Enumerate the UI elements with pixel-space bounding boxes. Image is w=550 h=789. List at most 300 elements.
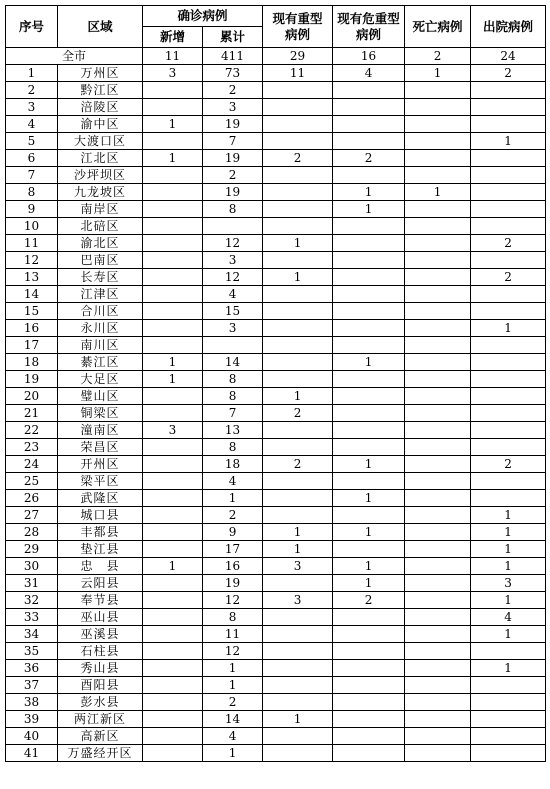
cell-index: 1 xyxy=(6,65,58,82)
cell-cumulative: 18 xyxy=(203,456,263,473)
cell-cumulative: 73 xyxy=(203,65,263,82)
cell-new xyxy=(143,439,203,456)
cell-index: 6 xyxy=(6,150,58,167)
cell-index: 10 xyxy=(6,218,58,235)
cell-discharged xyxy=(471,439,546,456)
cell-index: 28 xyxy=(6,524,58,541)
cell-deaths xyxy=(405,609,471,626)
cell-discharged: 2 xyxy=(471,456,546,473)
cell-district: 巴南区 xyxy=(58,252,143,269)
table-row xyxy=(6,541,546,558)
cell-discharged xyxy=(471,405,546,422)
cell-index: 20 xyxy=(6,388,58,405)
cell-discharged: 2 xyxy=(471,65,546,82)
cell-discharged xyxy=(471,643,546,660)
table-row xyxy=(6,218,546,235)
cell-cumulative: 2 xyxy=(203,167,263,184)
cell-discharged xyxy=(471,728,546,745)
cell-new xyxy=(143,660,203,677)
cell-critical xyxy=(333,422,405,439)
cell-critical xyxy=(333,303,405,320)
cell-new: 3 xyxy=(143,422,203,439)
cell-district: 开州区 xyxy=(58,456,143,473)
cell-district: 云阳县 xyxy=(58,575,143,592)
table-row xyxy=(6,439,546,456)
cell-new xyxy=(143,286,203,303)
cell-deaths xyxy=(405,150,471,167)
cell-new: 1 xyxy=(143,150,203,167)
cell-deaths xyxy=(405,320,471,337)
total-discharged: 24 xyxy=(471,48,546,65)
cell-district: 黔江区 xyxy=(58,82,143,99)
cell-cumulative: 2 xyxy=(203,694,263,711)
cell-discharged xyxy=(471,82,546,99)
cell-index: 29 xyxy=(6,541,58,558)
cell-deaths xyxy=(405,575,471,592)
cell-deaths xyxy=(405,558,471,575)
total-label: 全市 xyxy=(6,48,143,65)
cell-cumulative: 1 xyxy=(203,745,263,762)
cell-discharged xyxy=(471,337,546,354)
cell-critical xyxy=(333,388,405,405)
cell-cumulative: 15 xyxy=(203,303,263,320)
cell-cumulative: 12 xyxy=(203,269,263,286)
cell-critical xyxy=(333,218,405,235)
cell-cumulative: 3 xyxy=(203,252,263,269)
cell-new xyxy=(143,388,203,405)
header-confirmed: 确诊病例 xyxy=(143,6,263,27)
cell-discharged: 1 xyxy=(471,320,546,337)
table-row xyxy=(6,745,546,762)
cell-new: 1 xyxy=(143,354,203,371)
cell-new xyxy=(143,524,203,541)
cell-discharged xyxy=(471,150,546,167)
cell-cumulative: 1 xyxy=(203,677,263,694)
cell-new xyxy=(143,592,203,609)
cell-severe xyxy=(263,133,333,150)
cell-cumulative: 8 xyxy=(203,609,263,626)
cell-severe xyxy=(263,643,333,660)
cell-district: 铜梁区 xyxy=(58,405,143,422)
table-body xyxy=(6,48,546,762)
cell-severe xyxy=(263,218,333,235)
cell-cumulative: 19 xyxy=(203,575,263,592)
cell-severe xyxy=(263,99,333,116)
cell-critical: 1 xyxy=(333,456,405,473)
cell-severe xyxy=(263,490,333,507)
table-row xyxy=(6,677,546,694)
cell-severe xyxy=(263,660,333,677)
cell-deaths xyxy=(405,456,471,473)
cell-new xyxy=(143,184,203,201)
cell-severe xyxy=(263,371,333,388)
cell-cumulative: 9 xyxy=(203,524,263,541)
cell-discharged xyxy=(471,677,546,694)
cell-severe xyxy=(263,116,333,133)
cell-deaths xyxy=(405,388,471,405)
table-row xyxy=(6,609,546,626)
cell-new: 1 xyxy=(143,558,203,575)
cell-new xyxy=(143,167,203,184)
cell-new xyxy=(143,490,203,507)
table-row xyxy=(6,728,546,745)
cell-new: 1 xyxy=(143,116,203,133)
table-header xyxy=(6,6,546,48)
cell-cumulative: 17 xyxy=(203,541,263,558)
cell-discharged: 1 xyxy=(471,660,546,677)
cell-deaths xyxy=(405,167,471,184)
table-row xyxy=(6,575,546,592)
cell-district: 大渡口区 xyxy=(58,133,143,150)
header-new: 新增 xyxy=(143,27,203,48)
cell-deaths: 1 xyxy=(405,65,471,82)
cell-district: 万州区 xyxy=(58,65,143,82)
cell-district: 石柱县 xyxy=(58,643,143,660)
table-row xyxy=(6,660,546,677)
cell-district: 涪陵区 xyxy=(58,99,143,116)
cell-cumulative: 19 xyxy=(203,150,263,167)
table-row xyxy=(6,524,546,541)
cell-critical xyxy=(333,439,405,456)
cell-index: 2 xyxy=(6,82,58,99)
cell-district: 高新区 xyxy=(58,728,143,745)
cell-index: 27 xyxy=(6,507,58,524)
cell-severe: 2 xyxy=(263,405,333,422)
cell-discharged xyxy=(471,99,546,116)
cell-deaths xyxy=(405,524,471,541)
cell-cumulative xyxy=(203,337,263,354)
cell-discharged: 1 xyxy=(471,541,546,558)
cell-critical: 1 xyxy=(333,524,405,541)
cell-discharged: 1 xyxy=(471,507,546,524)
table-row xyxy=(6,303,546,320)
table-row xyxy=(6,320,546,337)
table-row xyxy=(6,65,546,82)
cell-district: 渝北区 xyxy=(58,235,143,252)
table-row xyxy=(6,422,546,439)
cell-severe xyxy=(263,694,333,711)
table-row xyxy=(6,82,546,99)
cell-severe xyxy=(263,201,333,218)
cell-severe: 3 xyxy=(263,592,333,609)
cell-discharged xyxy=(471,252,546,269)
cell-critical xyxy=(333,694,405,711)
cell-critical xyxy=(333,473,405,490)
cell-critical xyxy=(333,507,405,524)
cell-critical xyxy=(333,320,405,337)
cell-index: 9 xyxy=(6,201,58,218)
cell-critical xyxy=(333,252,405,269)
cell-critical xyxy=(333,269,405,286)
cell-district: 沙坪坝区 xyxy=(58,167,143,184)
cell-severe xyxy=(263,184,333,201)
cell-new xyxy=(143,456,203,473)
cell-discharged xyxy=(471,286,546,303)
cell-new xyxy=(143,711,203,728)
cell-critical xyxy=(333,677,405,694)
cell-cumulative: 14 xyxy=(203,711,263,728)
cell-discharged: 1 xyxy=(471,558,546,575)
cell-index: 31 xyxy=(6,575,58,592)
cell-district: 奉节县 xyxy=(58,592,143,609)
cell-severe xyxy=(263,745,333,762)
cell-index: 34 xyxy=(6,626,58,643)
cell-severe: 1 xyxy=(263,269,333,286)
table-row xyxy=(6,643,546,660)
cell-cumulative: 12 xyxy=(203,235,263,252)
cell-deaths xyxy=(405,507,471,524)
cell-index: 41 xyxy=(6,745,58,762)
cell-district: 江北区 xyxy=(58,150,143,167)
cell-critical xyxy=(333,728,405,745)
cell-new xyxy=(143,745,203,762)
cell-index: 16 xyxy=(6,320,58,337)
cell-index: 30 xyxy=(6,558,58,575)
cell-new xyxy=(143,626,203,643)
cell-cumulative: 7 xyxy=(203,133,263,150)
cell-cumulative: 19 xyxy=(203,184,263,201)
table-row xyxy=(6,490,546,507)
cell-district: 秀山县 xyxy=(58,660,143,677)
cell-district: 万盛经开区 xyxy=(58,745,143,762)
cell-severe: 1 xyxy=(263,524,333,541)
cell-index: 11 xyxy=(6,235,58,252)
cell-index: 12 xyxy=(6,252,58,269)
cell-cumulative: 12 xyxy=(203,592,263,609)
cell-new xyxy=(143,541,203,558)
cell-index: 17 xyxy=(6,337,58,354)
cell-cumulative: 4 xyxy=(203,728,263,745)
cell-deaths xyxy=(405,99,471,116)
cell-new: 3 xyxy=(143,65,203,82)
cell-critical xyxy=(333,99,405,116)
cell-district: 大足区 xyxy=(58,371,143,388)
cell-severe xyxy=(263,337,333,354)
table-row xyxy=(6,269,546,286)
cell-index: 37 xyxy=(6,677,58,694)
cell-critical: 1 xyxy=(333,201,405,218)
cell-index: 14 xyxy=(6,286,58,303)
cell-discharged xyxy=(471,694,546,711)
cell-deaths xyxy=(405,660,471,677)
cell-new xyxy=(143,473,203,490)
cell-critical xyxy=(333,643,405,660)
cell-cumulative: 1 xyxy=(203,660,263,677)
cell-district: 綦江区 xyxy=(58,354,143,371)
cell-discharged xyxy=(471,388,546,405)
cell-cumulative: 1 xyxy=(203,490,263,507)
cell-severe xyxy=(263,609,333,626)
cell-district: 酉阳县 xyxy=(58,677,143,694)
cell-critical xyxy=(333,133,405,150)
cell-critical xyxy=(333,337,405,354)
table-row xyxy=(6,456,546,473)
cell-cumulative: 8 xyxy=(203,371,263,388)
cell-index: 26 xyxy=(6,490,58,507)
cell-discharged xyxy=(471,218,546,235)
cell-district: 荣昌区 xyxy=(58,439,143,456)
cell-district: 彭水县 xyxy=(58,694,143,711)
cell-severe xyxy=(263,82,333,99)
cell-new xyxy=(143,201,203,218)
cell-index: 33 xyxy=(6,609,58,626)
cell-district: 丰都县 xyxy=(58,524,143,541)
table-row xyxy=(6,558,546,575)
table-row xyxy=(6,235,546,252)
cell-cumulative: 11 xyxy=(203,626,263,643)
cell-cumulative: 12 xyxy=(203,643,263,660)
cell-discharged xyxy=(471,371,546,388)
header-discharged: 出院病例 xyxy=(471,6,546,48)
cell-critical xyxy=(333,286,405,303)
header-severe-label: 现有重型病例 xyxy=(272,10,323,42)
cell-critical: 2 xyxy=(333,592,405,609)
cell-index: 36 xyxy=(6,660,58,677)
cell-deaths xyxy=(405,235,471,252)
cell-cumulative xyxy=(203,218,263,235)
cell-new xyxy=(143,728,203,745)
cell-severe xyxy=(263,473,333,490)
cell-deaths xyxy=(405,252,471,269)
cell-deaths xyxy=(405,422,471,439)
cell-new xyxy=(143,320,203,337)
cell-severe xyxy=(263,728,333,745)
cell-deaths xyxy=(405,439,471,456)
cell-deaths xyxy=(405,711,471,728)
cell-district: 巫山县 xyxy=(58,609,143,626)
cell-index: 35 xyxy=(6,643,58,660)
cell-index: 40 xyxy=(6,728,58,745)
cell-district: 北碚区 xyxy=(58,218,143,235)
cell-discharged xyxy=(471,473,546,490)
cell-critical xyxy=(333,541,405,558)
cell-discharged xyxy=(471,354,546,371)
cell-index: 25 xyxy=(6,473,58,490)
cell-severe xyxy=(263,252,333,269)
cell-severe xyxy=(263,422,333,439)
cell-new xyxy=(143,235,203,252)
total-critical: 16 xyxy=(333,48,405,65)
cell-cumulative: 7 xyxy=(203,405,263,422)
cell-district: 南岸区 xyxy=(58,201,143,218)
cell-deaths xyxy=(405,626,471,643)
cell-new xyxy=(143,643,203,660)
cell-index: 19 xyxy=(6,371,58,388)
cell-critical xyxy=(333,82,405,99)
cell-index: 7 xyxy=(6,167,58,184)
cell-critical: 4 xyxy=(333,65,405,82)
cell-district: 巫溪县 xyxy=(58,626,143,643)
cell-critical xyxy=(333,235,405,252)
cell-deaths xyxy=(405,201,471,218)
table-row xyxy=(6,201,546,218)
cell-critical xyxy=(333,609,405,626)
cell-deaths xyxy=(405,405,471,422)
cell-deaths xyxy=(405,354,471,371)
total-deaths: 2 xyxy=(405,48,471,65)
cell-new xyxy=(143,303,203,320)
cell-district: 垫江县 xyxy=(58,541,143,558)
cell-index: 13 xyxy=(6,269,58,286)
table-row xyxy=(6,507,546,524)
cell-deaths xyxy=(405,745,471,762)
cell-severe xyxy=(263,167,333,184)
table-row xyxy=(6,592,546,609)
cell-new xyxy=(143,252,203,269)
cell-deaths xyxy=(405,116,471,133)
cell-severe xyxy=(263,507,333,524)
cell-index: 22 xyxy=(6,422,58,439)
table-row xyxy=(6,473,546,490)
cell-index: 15 xyxy=(6,303,58,320)
cell-district: 渝中区 xyxy=(58,116,143,133)
cell-critical xyxy=(333,626,405,643)
cell-critical xyxy=(333,167,405,184)
cell-district: 两江新区 xyxy=(58,711,143,728)
table-row xyxy=(6,167,546,184)
cell-new: 1 xyxy=(143,371,203,388)
cell-cumulative: 19 xyxy=(203,116,263,133)
cell-severe xyxy=(263,303,333,320)
cell-deaths xyxy=(405,269,471,286)
district-case-table xyxy=(5,5,546,762)
cell-new xyxy=(143,337,203,354)
total-cumulative: 411 xyxy=(203,48,263,65)
total-severe: 29 xyxy=(263,48,333,65)
cell-index: 32 xyxy=(6,592,58,609)
cell-discharged xyxy=(471,184,546,201)
cell-district: 城口县 xyxy=(58,507,143,524)
cell-district: 璧山区 xyxy=(58,388,143,405)
cell-critical xyxy=(333,371,405,388)
cell-deaths: 1 xyxy=(405,184,471,201)
cell-deaths xyxy=(405,371,471,388)
cell-deaths xyxy=(405,728,471,745)
cell-index: 24 xyxy=(6,456,58,473)
cell-index: 8 xyxy=(6,184,58,201)
cell-discharged: 2 xyxy=(471,235,546,252)
cell-index: 39 xyxy=(6,711,58,728)
cell-district: 梁平区 xyxy=(58,473,143,490)
cell-district: 江津区 xyxy=(58,286,143,303)
cell-cumulative: 13 xyxy=(203,422,263,439)
table-row xyxy=(6,286,546,303)
cell-cumulative: 2 xyxy=(203,82,263,99)
cell-severe xyxy=(263,320,333,337)
cell-new xyxy=(143,694,203,711)
table-row xyxy=(6,99,546,116)
cell-cumulative: 3 xyxy=(203,99,263,116)
cell-severe xyxy=(263,354,333,371)
table-row xyxy=(6,354,546,371)
cell-discharged xyxy=(471,422,546,439)
cell-new xyxy=(143,82,203,99)
cell-discharged: 3 xyxy=(471,575,546,592)
cell-index: 38 xyxy=(6,694,58,711)
table-row xyxy=(6,388,546,405)
cell-district: 永川区 xyxy=(58,320,143,337)
cell-severe: 1 xyxy=(263,388,333,405)
table-row xyxy=(6,694,546,711)
cell-discharged xyxy=(471,116,546,133)
table-row xyxy=(6,711,546,728)
cell-deaths xyxy=(405,133,471,150)
table-row xyxy=(6,133,546,150)
cell-deaths xyxy=(405,218,471,235)
cell-discharged xyxy=(471,745,546,762)
cell-severe xyxy=(263,677,333,694)
cell-critical: 1 xyxy=(333,558,405,575)
